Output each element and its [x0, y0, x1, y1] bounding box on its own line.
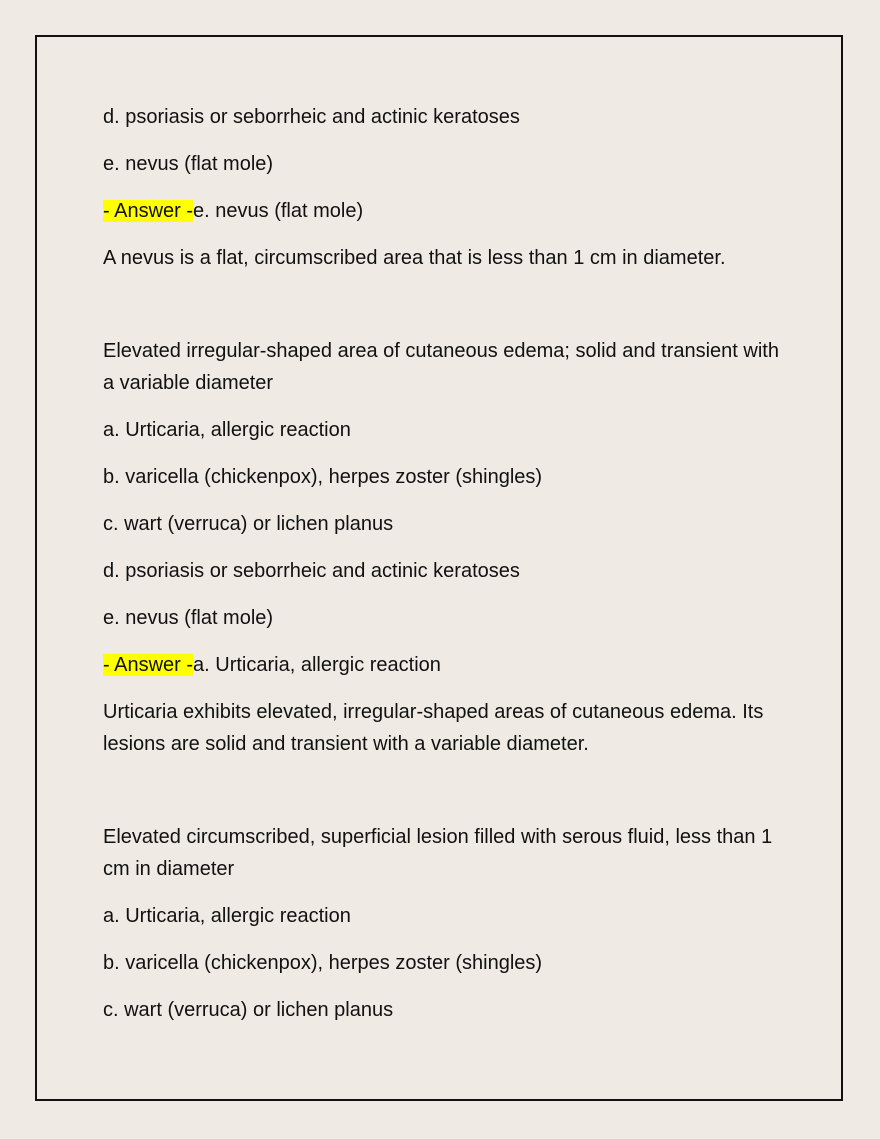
option-e: e. nevus (flat mole): [103, 153, 274, 175]
question-prompt: Elevated circumscribed, superficial lesion filled with serous fluid, less than 1 cm in diameter: [103, 826, 773, 880]
option-a: a. Urticaria, allergic reaction: [103, 905, 351, 927]
option-d: d. psoriasis or seborrheic and actinic keratoses: [103, 106, 520, 128]
option-e: e. nevus (flat mole): [103, 607, 274, 629]
option-b: b. varicella (chickenpox), herpes zoster (shingles): [103, 952, 543, 974]
option-c: c. wart (verruca) or lichen planus: [103, 999, 394, 1021]
answer-line: [103, 649, 793, 681]
option-a: a. Urticaria, allergic reaction: [103, 419, 351, 441]
document-content: [103, 101, 793, 1041]
question-prompt: Elevated irregular-shaped area of cutaneous edema; solid and transient with a variable diameter: [103, 340, 779, 394]
option-d: d. psoriasis or seborrheic and actinic keratoses: [103, 560, 520, 582]
option-c: c. wart (verruca) or lichen planus: [103, 513, 394, 535]
answer-text: e. nevus (flat mole): [193, 200, 364, 222]
answer-text: a. Urticaria, allergic reaction: [193, 654, 441, 676]
answer-line: [103, 195, 793, 227]
explanation: Urticaria exhibits elevated, irregular-shaped areas of cutaneous edema. Its lesions are solid and transient with a variable diameter.: [103, 701, 764, 755]
answer-marker: - Answer -: [103, 200, 194, 222]
explanation: A nevus is a flat, circumscribed area that is less than 1 cm in diameter.: [103, 247, 726, 269]
answer-marker: - Answer -: [103, 654, 194, 676]
option-b: b. varicella (chickenpox), herpes zoster (shingles): [103, 466, 543, 488]
